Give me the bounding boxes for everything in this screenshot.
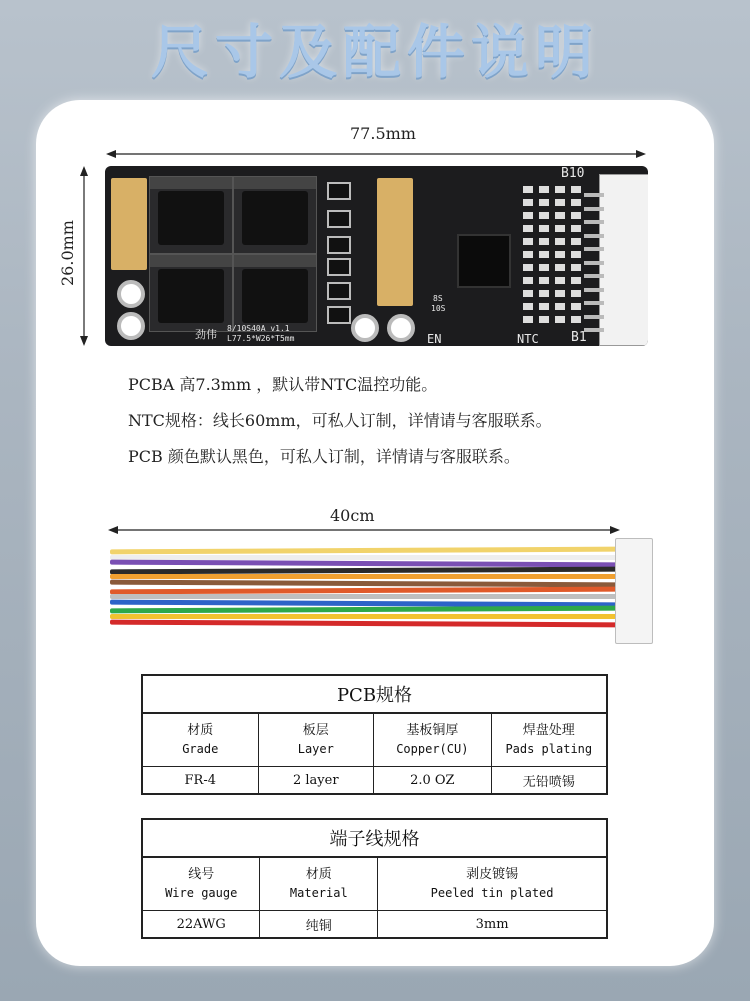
table-header-cell: 材质 Material (260, 857, 378, 911)
smd-component (571, 238, 581, 245)
gold-pad-right (377, 178, 413, 306)
smd-component (555, 186, 565, 193)
mounting-hole (387, 314, 415, 342)
shunt-resistor (327, 182, 351, 200)
connector-pin (584, 301, 604, 305)
mosfet (233, 254, 317, 332)
silk-ntc: NTC (517, 332, 539, 346)
smd-component (523, 186, 533, 193)
shunt-resistor (327, 236, 351, 254)
shunt-resistor (327, 306, 351, 324)
smd-component (523, 264, 533, 271)
pcb-spec-table (141, 674, 608, 795)
shunt-resistor (327, 258, 351, 276)
smd-component (539, 290, 549, 297)
control-ic-chip (457, 234, 511, 288)
smd-component (539, 264, 549, 271)
spec-line: PCB 颜色默认黑色，可私人订制，详情请与客服联系。 (128, 447, 520, 466)
pcb-board-image (105, 166, 648, 346)
smd-component (571, 199, 581, 206)
smd-component (539, 238, 549, 245)
connector-pin (584, 261, 604, 265)
silk-model: 8/10S40A v1.1 (227, 324, 290, 333)
smd-component (555, 264, 565, 271)
smd-component (555, 251, 565, 258)
smd-component (539, 225, 549, 232)
smd-component (571, 303, 581, 310)
silk-10s: 10S (431, 304, 446, 313)
mounting-hole (117, 280, 145, 308)
silk-8s: 8S (433, 294, 443, 303)
mosfet (149, 176, 233, 254)
connector-pin (584, 220, 604, 224)
shunt-resistor (327, 210, 351, 228)
connector-pin (584, 193, 604, 197)
pcb-table-title: PCB规格 (142, 675, 607, 713)
wire-strand (110, 586, 620, 594)
table-value-cell: 3mm (378, 911, 607, 939)
table-header-cell: 板层 Layer (258, 713, 374, 767)
wire-harness-plug (615, 538, 653, 644)
shunt-resistor (327, 282, 351, 300)
wire-strand (110, 594, 620, 599)
smd-component (555, 316, 565, 323)
smd-component (539, 199, 549, 206)
silk-en: EN (427, 332, 442, 346)
table-header-cell: 基板铜厚 Copper(CU) (374, 713, 492, 767)
wire-table-title: 端子线规格 (142, 819, 607, 857)
smd-component (571, 290, 581, 297)
connector-pin (584, 315, 604, 319)
smd-component (555, 199, 565, 206)
wire-strand (110, 606, 620, 614)
table-value-cell: 2.0 OZ (374, 767, 492, 795)
smd-component (555, 225, 565, 232)
smd-component (523, 225, 533, 232)
connector-pin (584, 207, 604, 211)
table-value-cell: 无铅喷锡 (491, 767, 607, 795)
table-header-cell: 焊盘处理 Pads plating (491, 713, 607, 767)
wire-strand (110, 574, 620, 579)
smd-component (539, 212, 549, 219)
smd-component (555, 290, 565, 297)
smd-component (523, 212, 533, 219)
table-value-cell: 2 layer (258, 767, 374, 795)
smd-component (571, 316, 581, 323)
width-dimension-arrow (106, 148, 646, 160)
smd-component (571, 225, 581, 232)
smd-component (523, 316, 533, 323)
spec-line: NTC规格：线长60mm，可私人订制，详情请与客服联系。 (128, 411, 552, 430)
table-header-cell: 材质 Grade (142, 713, 258, 767)
width-label: 77.5mm (350, 124, 416, 143)
wire-strand (110, 614, 620, 619)
table-header-cell: 线号 Wire gauge (142, 857, 260, 911)
connector-pin (584, 288, 604, 292)
gold-pad-left (111, 178, 147, 270)
connector-pin (584, 274, 604, 278)
smd-component (555, 212, 565, 219)
smd-component (571, 251, 581, 258)
wire-spec-table (141, 818, 608, 939)
cable-length-arrow (108, 524, 620, 536)
balance-connector (599, 174, 648, 346)
smd-component (539, 251, 549, 258)
silk-size: L77.5*W26*T5mm (227, 334, 295, 343)
connector-pin (584, 247, 604, 251)
table-header-cell: 剥皮镀锡 Peeled tin plated (378, 857, 607, 911)
smd-component (523, 303, 533, 310)
connector-pin (584, 234, 604, 238)
smd-component (523, 290, 533, 297)
smd-component (555, 303, 565, 310)
height-label: 26.0mm (58, 220, 77, 286)
silk-brand: 劲伟 (195, 328, 217, 341)
page-title: 尺寸及配件说明 (150, 18, 599, 86)
cable-length-label: 40cm (330, 506, 375, 525)
smd-component (523, 277, 533, 284)
silk-b1: B1 (571, 330, 587, 345)
smd-component (539, 186, 549, 193)
silk-b10: B10 (561, 166, 585, 181)
wire-strand (110, 619, 620, 627)
smd-component (539, 316, 549, 323)
wire-strand (110, 566, 620, 574)
wire-strand (110, 547, 620, 555)
table-value-cell: 22AWG (142, 911, 260, 939)
smd-component (523, 199, 533, 206)
smd-component (555, 277, 565, 284)
table-value-cell: 纯铜 (260, 911, 378, 939)
smd-component (539, 277, 549, 284)
mounting-hole (351, 314, 379, 342)
table-value-cell: FR-4 (142, 767, 258, 795)
smd-component (571, 186, 581, 193)
mounting-hole (117, 312, 145, 340)
spec-line: PCBA 高7.3mm ，默认带NTC温控功能。 (128, 375, 438, 394)
smd-component (523, 251, 533, 258)
wire-strand (110, 555, 620, 560)
wire-harness-image (110, 540, 620, 630)
smd-component (571, 212, 581, 219)
smd-component (571, 264, 581, 271)
mosfet (149, 254, 233, 332)
height-dimension-arrow (78, 166, 90, 346)
smd-component (539, 303, 549, 310)
mosfet (233, 176, 317, 254)
smd-component (555, 238, 565, 245)
connector-pin (584, 328, 604, 332)
smd-component (523, 238, 533, 245)
smd-component (571, 277, 581, 284)
